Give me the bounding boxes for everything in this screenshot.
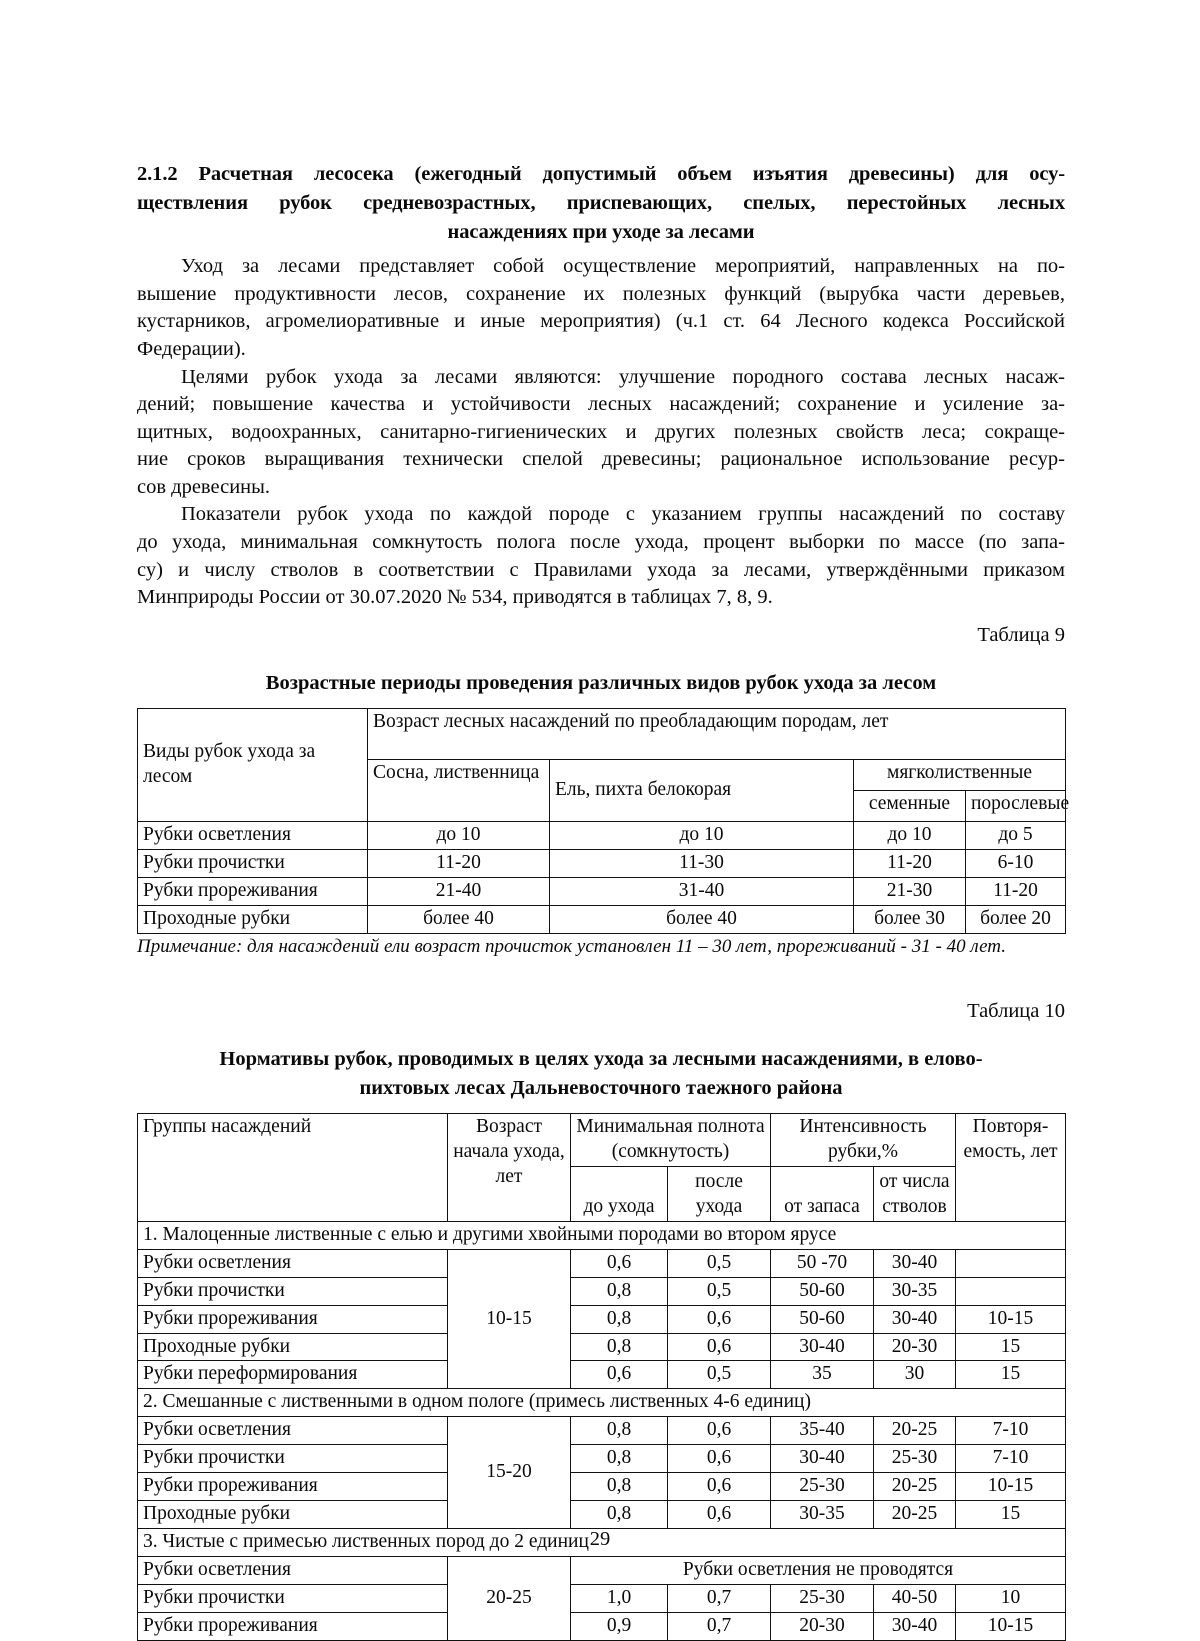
- page-content: [137, 160, 1070, 1641]
- table-10-caption-line-1: Нормативы рубок, проводимых в целях ухода за лесными насаждениями, в елово-: [219, 1047, 983, 1070]
- table-9-row-0-spruce: до 10: [550, 821, 854, 849]
- table-10-s2-r2-after: 0,6: [668, 1473, 771, 1501]
- table-10-s1-r3-stock: 30-40: [771, 1333, 874, 1361]
- table-10-header-after: после ухода: [668, 1166, 771, 1221]
- table-row: [138, 877, 1066, 905]
- table-10-s2-r3-repeat: 15: [956, 1501, 1066, 1529]
- table-10-s1-age-start: 10-15: [448, 1249, 571, 1389]
- table-10-s1-r2-repeat: 10-15: [956, 1305, 1066, 1333]
- table-10-s2-r1-after: 0,6: [668, 1445, 771, 1473]
- table-10-wrapper: [137, 1113, 1065, 1641]
- table-9: [137, 708, 1070, 934]
- paragraph-1: [137, 253, 1065, 363]
- table-10-s1-r3-repeat: 15: [956, 1333, 1066, 1361]
- table-10-s3-r2-name: Рубки прореживания: [138, 1613, 448, 1641]
- table-9-header-spruce: Ель, пихта белокорая: [550, 759, 854, 821]
- table-10-s1-r2-stock: 50-60: [771, 1305, 874, 1333]
- paragraph-3-line-2: до ухода, минимальная сомкнутость полога после ухода, процент выборки по массе (по запа-: [137, 530, 1065, 553]
- paragraph-2-line-4: ние сроков выращивания технически спелой древесины; рациональное использование ресур-: [137, 448, 1065, 471]
- table-10-header-groups: Группы насаждений: [138, 1113, 448, 1221]
- table-10-s3-r1-before: 1,0: [571, 1585, 668, 1613]
- table-row: [138, 821, 1066, 849]
- table-10-s1-r1-stock: 50-60: [771, 1277, 874, 1305]
- section-heading: [137, 160, 1065, 247]
- table-10-section-header: [138, 1389, 1066, 1417]
- table-10-s1-r0-after: 0,5: [668, 1249, 771, 1277]
- table-row: [138, 1305, 1066, 1333]
- table-row: [138, 1417, 1066, 1445]
- table-10-s1-r4-stock: 35: [771, 1361, 874, 1389]
- table-10-s1-r1-repeat: [956, 1277, 1066, 1305]
- table-10-s1-r4-after: 0,5: [668, 1361, 771, 1389]
- table-9-row-1-spruce: 11-30: [550, 849, 854, 877]
- table-10-s2-r2-name: Рубки прореживания: [138, 1473, 448, 1501]
- paragraph-1-line-3: кустарников, агромелиоративные и иные мероприятия) (ч.1 ст. 64 Лесного кодекса Российской: [137, 310, 1065, 333]
- table-10-s3-r2-repeat: 10-15: [956, 1613, 1066, 1641]
- paragraph-2-line-1: Целями рубок ухода за лесами являются: улучшение породного состава лесных насаж-: [181, 365, 1065, 388]
- table-9-row-1-seed: 11-20: [854, 849, 966, 877]
- table-10-s3-r2-trunks: 30-40: [874, 1613, 956, 1641]
- paragraph-1-line-2: вышение продуктивности лесов, сохранение их полезных функций (вырубка части деревьев,: [137, 282, 1065, 305]
- table-10-s1-r0-trunks: 30-40: [874, 1249, 956, 1277]
- table-10-caption: [137, 1045, 1065, 1103]
- table-9-row-2-pine: 21-40: [368, 877, 550, 905]
- table-9-row-1-type: Рубки прочистки: [138, 849, 368, 877]
- table-10-header-repeat: Повторя-емость, лет: [956, 1113, 1066, 1221]
- table-9-row-3-pine: более 40: [368, 905, 550, 933]
- table-10-header-row-1: [138, 1113, 1066, 1166]
- paragraph-1-line-4: Федерации).: [137, 338, 246, 361]
- table-10-s1-r4-before: 0,6: [571, 1361, 668, 1389]
- table-10-section-2-title: 2. Смешанные с лиственными в одном пологе (примесь лиственных 4-6 единиц): [138, 1389, 1066, 1417]
- table-10: [137, 1113, 1066, 1641]
- table-10-s2-r1-trunks: 25-30: [874, 1445, 956, 1473]
- table-10-s2-r0-stock: 35-40: [771, 1417, 874, 1445]
- table-9-row-3-sprout: более 20: [966, 905, 1066, 933]
- paragraph-3-line-3: су) и числу стволов в соответствии с Правилами ухода за лесами, утверждёнными приказом: [137, 558, 1065, 581]
- table-9-row-0-seed: до 10: [854, 821, 966, 849]
- table-10-section-header: [138, 1221, 1066, 1249]
- paragraph-3-line-4: Минприроды России от 30.07.2020 № 534, приводятся в таблицах 7, 8, 9.: [137, 586, 773, 609]
- table-10-s1-r3-trunks: 20-30: [874, 1333, 956, 1361]
- table-10-s2-r0-trunks: 20-25: [874, 1417, 956, 1445]
- table-10-header-from-trunks: от числа стволов: [874, 1166, 956, 1221]
- table-row: [138, 1249, 1066, 1277]
- table-10-s3-r1-stock: 25-30: [771, 1585, 874, 1613]
- table-10-s1-r4-repeat: 15: [956, 1361, 1066, 1389]
- section-heading-line-2: ществления рубок средневозрастных, приспевающих, спелых, перестойных лесных: [137, 192, 1065, 215]
- table-10-s1-r1-after: 0,5: [668, 1277, 771, 1305]
- table-9-row-0-sprout: до 5: [966, 821, 1066, 849]
- table-10-section-1-title: 1. Малоценные лиственные с елью и другими хвойными породами во втором ярусе: [138, 1221, 1066, 1249]
- table-10-number: Таблица 10: [967, 999, 1065, 1022]
- table-9-wrapper: [137, 708, 1070, 934]
- spacer: [137, 958, 1065, 988]
- table-row: [138, 1473, 1066, 1501]
- table-10-s1-r1-before: 0,8: [571, 1277, 668, 1305]
- table-9-header-pine: Сосна, лиственница: [368, 759, 550, 821]
- table-10-s2-age-start: 15-20: [448, 1417, 571, 1529]
- table-row: [138, 1445, 1066, 1473]
- table-9-header-age-span: Возраст лесных насаждений по преобладающим породам, лет: [368, 708, 1066, 759]
- table-10-s2-r0-repeat: 7-10: [956, 1417, 1066, 1445]
- table-10-s2-r2-repeat: 10-15: [956, 1473, 1066, 1501]
- table-row: [138, 1333, 1066, 1361]
- table-9-number: Таблица 9: [977, 623, 1065, 646]
- table-10-s2-r1-stock: 30-40: [771, 1445, 874, 1473]
- table-9-header-soft-sprout: порослевые: [966, 790, 1066, 821]
- table-10-s1-r2-after: 0,6: [668, 1305, 771, 1333]
- section-heading-line-1: 2.1.2 Расчетная лесосека (ежегодный допустимый объем изъятия древесины) для осу-: [137, 163, 1065, 185]
- paragraph-1-line-1: Уход за лесами представляет собой осуществление мероприятий, направленных на по-: [181, 255, 1065, 278]
- table-10-s3-r2-after: 0,7: [668, 1613, 771, 1641]
- table-10-s3-r1-trunks: 40-50: [874, 1585, 956, 1613]
- table-9-row-2-sprout: 11-20: [966, 877, 1066, 905]
- paragraph-2-line-3: щитных, водоохранных, санитарно-гигиенических и других полезных свойств леса; сокраще-: [137, 420, 1065, 443]
- table-10-s1-r1-name: Рубки прочистки: [138, 1277, 448, 1305]
- table-10-s1-r0-name: Рубки осветления: [138, 1249, 448, 1277]
- table-9-note: Примечание: для насаждений ели возраст прочисток установлен 11 – 30 лет, прореживаний - 31 - 40 лет.: [137, 935, 1006, 957]
- table-10-s2-r0-before: 0,8: [571, 1417, 668, 1445]
- table-9-caption: Возрастные периоды проведения различных видов рубок ухода за лесом: [265, 671, 937, 694]
- table-10-s1-r2-name: Рубки прореживания: [138, 1305, 448, 1333]
- table-row: [138, 1277, 1066, 1305]
- table-10-header-min-density: Минимальная полнота (сомкнутость): [571, 1113, 771, 1166]
- table-10-s2-r1-before: 0,8: [571, 1445, 668, 1473]
- table-9-row-3-type: Проходные рубки: [138, 905, 368, 933]
- table-10-s1-r4-trunks: 30: [874, 1361, 956, 1389]
- table-10-s1-r4-name: Рубки переформирования: [138, 1361, 448, 1389]
- table-10-s3-r0-merged: Рубки осветления не проводятся: [571, 1557, 1066, 1585]
- table-10-s2-r2-before: 0,8: [571, 1473, 668, 1501]
- table-10-s1-r3-name: Проходные рубки: [138, 1333, 448, 1361]
- table-10-s1-r1-trunks: 30-35: [874, 1277, 956, 1305]
- table-10-s2-r1-repeat: 7-10: [956, 1445, 1066, 1473]
- table-10-s2-r2-trunks: 20-25: [874, 1473, 956, 1501]
- table-10-header-intensity: Интенсивность рубки,%: [771, 1113, 956, 1166]
- paragraph-3-line-1: Показатели рубок ухода по каждой породе с указанием группы насаждений по составу: [181, 503, 1065, 526]
- table-10-s2-r0-after: 0,6: [668, 1417, 771, 1445]
- page-number: 29: [589, 1528, 611, 1550]
- table-10-s1-r2-before: 0,8: [571, 1305, 668, 1333]
- table-9-header-row-1: [138, 708, 1066, 759]
- table-10-s1-r0-repeat: [956, 1249, 1066, 1277]
- paragraph-2-line-5: сов древесины.: [137, 475, 271, 498]
- table-9-row-0-type: Рубки осветления: [138, 821, 368, 849]
- table-10-s2-r1-name: Рубки прочистки: [138, 1445, 448, 1473]
- table-9-row-3-seed: более 30: [854, 905, 966, 933]
- table-10-s2-r3-trunks: 20-25: [874, 1501, 956, 1529]
- table-9-row-3-spruce: более 40: [550, 905, 854, 933]
- table-9-header-types: Виды рубок ухода за лесом: [138, 708, 368, 821]
- table-10-s3-r1-repeat: 10: [956, 1585, 1066, 1613]
- table-row: [138, 1613, 1066, 1641]
- table-9-row-2-type: Рубки прореживания: [138, 877, 368, 905]
- table-10-s3-r1-after: 0,7: [668, 1585, 771, 1613]
- table-10-header-from-stock: от запаса: [771, 1166, 874, 1221]
- table-10-s3-age-start: 20-25: [448, 1557, 571, 1641]
- table-10-s2-r3-after: 0,6: [668, 1501, 771, 1529]
- paragraph-3: [137, 501, 1065, 611]
- table-10-s1-r0-stock: 50 -70: [771, 1249, 874, 1277]
- table-row: [138, 905, 1066, 933]
- table-10-s2-r2-stock: 25-30: [771, 1473, 874, 1501]
- table-10-s3-r2-stock: 20-30: [771, 1613, 874, 1641]
- table-10-s3-r2-before: 0,9: [571, 1613, 668, 1641]
- table-9-row-2-spruce: 31-40: [550, 877, 854, 905]
- paragraph-2: [137, 364, 1065, 502]
- table-9-header-soft: мягколиственные: [854, 759, 1066, 790]
- table-9-row-2-seed: 21-30: [854, 877, 966, 905]
- table-10-s2-r3-stock: 30-35: [771, 1501, 874, 1529]
- table-10-s1-r0-before: 0,6: [571, 1249, 668, 1277]
- table-9-header-soft-seed: семенные: [854, 790, 966, 821]
- table-10-s3-r1-name: Рубки прочистки: [138, 1585, 448, 1613]
- table-9-row-0-pine: до 10: [368, 821, 550, 849]
- table-10-caption-line-2: пихтовых лесах Дальневосточного таежного района: [359, 1076, 843, 1099]
- table-9-row-1-sprout: 6-10: [966, 849, 1066, 877]
- table-row: [138, 1361, 1066, 1389]
- table-10-s1-r3-after: 0,6: [668, 1333, 771, 1361]
- table-10-s1-r2-trunks: 30-40: [874, 1305, 956, 1333]
- table-10-header-before: до ухода: [571, 1166, 668, 1221]
- section-heading-line-3: насаждениях при уходе за лесами: [447, 221, 755, 244]
- table-row: [138, 1501, 1066, 1529]
- table-10-section-3-title: 3. Чистые с примесью лиственных пород до 2 единиц: [138, 1529, 1066, 1557]
- table-row: [138, 1585, 1066, 1613]
- table-10-s2-r3-name: Проходные рубки: [138, 1501, 448, 1529]
- table-10-s1-r3-before: 0,8: [571, 1333, 668, 1361]
- table-10-header-age-start: Возраст начала ухода, лет: [448, 1113, 571, 1221]
- table-9-row-1-pine: 11-20: [368, 849, 550, 877]
- table-10-s2-r3-before: 0,8: [571, 1501, 668, 1529]
- table-row: [138, 1557, 1066, 1585]
- table-10-s2-r0-name: Рубки осветления: [138, 1417, 448, 1445]
- paragraph-2-line-2: дений; повышение качества и устойчивости лесных насаждений; сохранение и усиление за-: [137, 393, 1065, 416]
- table-row: [138, 849, 1066, 877]
- table-10-s3-r0-name: Рубки осветления: [138, 1557, 448, 1585]
